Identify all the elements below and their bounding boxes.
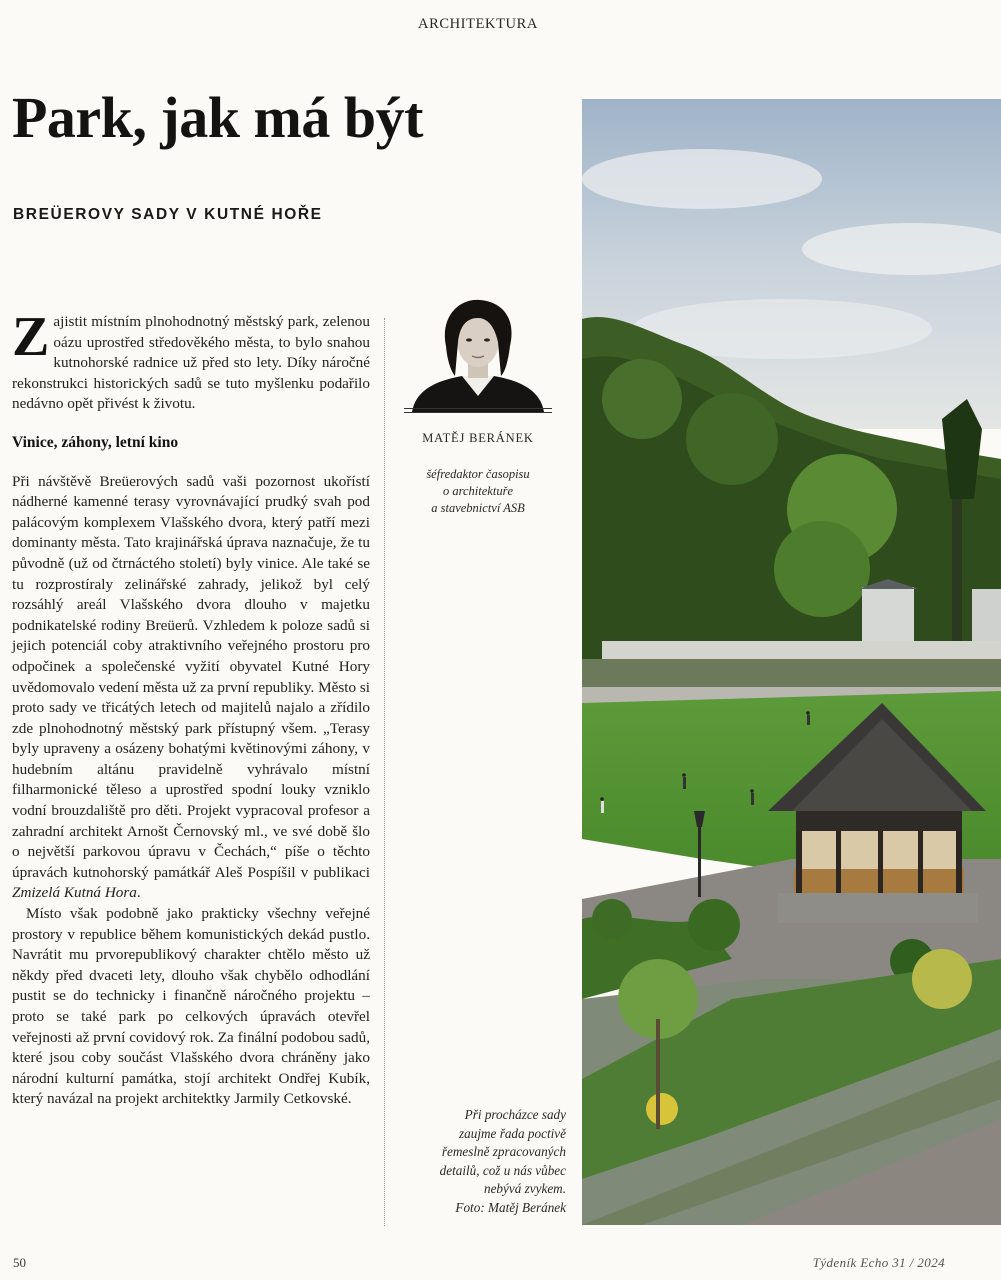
- publication-title: Zmizelá Kutná Hora: [12, 884, 137, 902]
- author-role-line: o architektuře: [442, 484, 513, 498]
- lead-paragraph: Zajistit místním plnohodnotný městský park, zelenou oázu uprostřed středověkého města, to bylo snahou kutnohorské radnice už před sto lety. Díky náročné rekonstrukci historických sadů se tuto myšlenku podařilo nedávno opět přivést k životu.: [12, 306, 370, 413]
- body-paragraph-1-text: Při návštěvě Breüerových sadů vaši pozornost ukořístí nádherné kamenné terasy vyrovnávající prudký svah pod palácovým komplexem Vlašského dvora, který patří mezi dominanty města. Tato krajinářská úprava naznačuje, že tu původně (už od čtrnáctého století) byly vinice. Ale také se tu rozprostíraly zelinářské zahrady, jelikož byl celý rozsáhlý areál Vlašského dvora dlouho v majetku podnikatelské rodiny Breüerů. Vzhledem k poloze sadů si jejich potenciál coby atraktivního veřejného prostoru pro odpočinek a společenské vyžití obyvatel Kutné Hory uvědomovalo vedení města už za první republiky. Město si proto sady ve třicátých letech od majitelů najalo a zřídilo zde plnohodnotný městský park přístupný všem. „Terasy byly upraveny a osázeny bohatými květinovými záhony, v hudebním altánu pravidelně vyhrávalo místní filharmonické těleso a uprostřed spodní louky vzniklo vodní brouzdaliště pro děti. Projekt vypracoval profesor a zahradní architekt Arnošt Černovský ml., ve své době šlo o největší parkovou úpravu v Čechách,“ píše o těchto úpravách kutnohorský památkář Aleš Pospíšil v publikaci: [12, 472, 370, 881]
- caption-line: nebývá zvykem.: [483, 1181, 566, 1196]
- caption-line: zaujme řada poctivě: [459, 1125, 566, 1141]
- article-title: Park, jak má být: [12, 85, 423, 150]
- photo-credit: Foto: Matěj Beránek: [455, 1199, 566, 1215]
- page-number: 50: [13, 1255, 26, 1270]
- section-label: ARCHITEKTURA: [418, 16, 538, 32]
- magazine-issue: Týdeník Echo 31 / 2024: [812, 1255, 945, 1270]
- park-photo: [582, 99, 1001, 1225]
- portrait-underline: [404, 408, 552, 413]
- caption-line: detailů, což u nás vůbec: [439, 1162, 566, 1178]
- author-role: [404, 466, 552, 517]
- body-paragraph-1: [12, 472, 370, 904]
- photo-caption: [398, 1106, 566, 1217]
- caption-line: řemeslně zpracovaných: [441, 1144, 566, 1159]
- author-portrait: [406, 296, 550, 412]
- section-heading: Vinice, záhony, letní kino: [12, 433, 179, 451]
- author-role-line: a stavebnictví ASB: [431, 501, 525, 515]
- column-divider: [384, 318, 385, 1226]
- author-name: MATĚJ BERÁNEK: [422, 431, 534, 445]
- body-paragraph-1-end: .: [136, 884, 141, 902]
- caption-line: Při procházce sady: [464, 1107, 566, 1122]
- body-paragraph-2: Místo však podobně jako prakticky všechny veřejné prostory v republice během komunistických dekád pustlo. Navrátit mu prvorepublikový charakter chtělo město už někdy před dvaceti lety, dlouho však chybělo odhodlání pustit se do technicky i finančně náročného projektu – proto se také park po celkových úpravách otevřel veřejnosti až první covidový rok. Za finální podobou sadů, které jsou coby součást Vlašského dvora chráněny jako národní kulturní památka, stojí architekt Ondřej Kubík, který navázal na projekt architektky Jarmily Cetkovské.: [12, 905, 370, 1108]
- author-role-line: šéfredaktor časopisu: [426, 467, 530, 481]
- article-body: [12, 306, 370, 1110]
- article-subtitle: BREÜEROVY SADY V KUTNÉ HOŘE: [13, 206, 323, 223]
